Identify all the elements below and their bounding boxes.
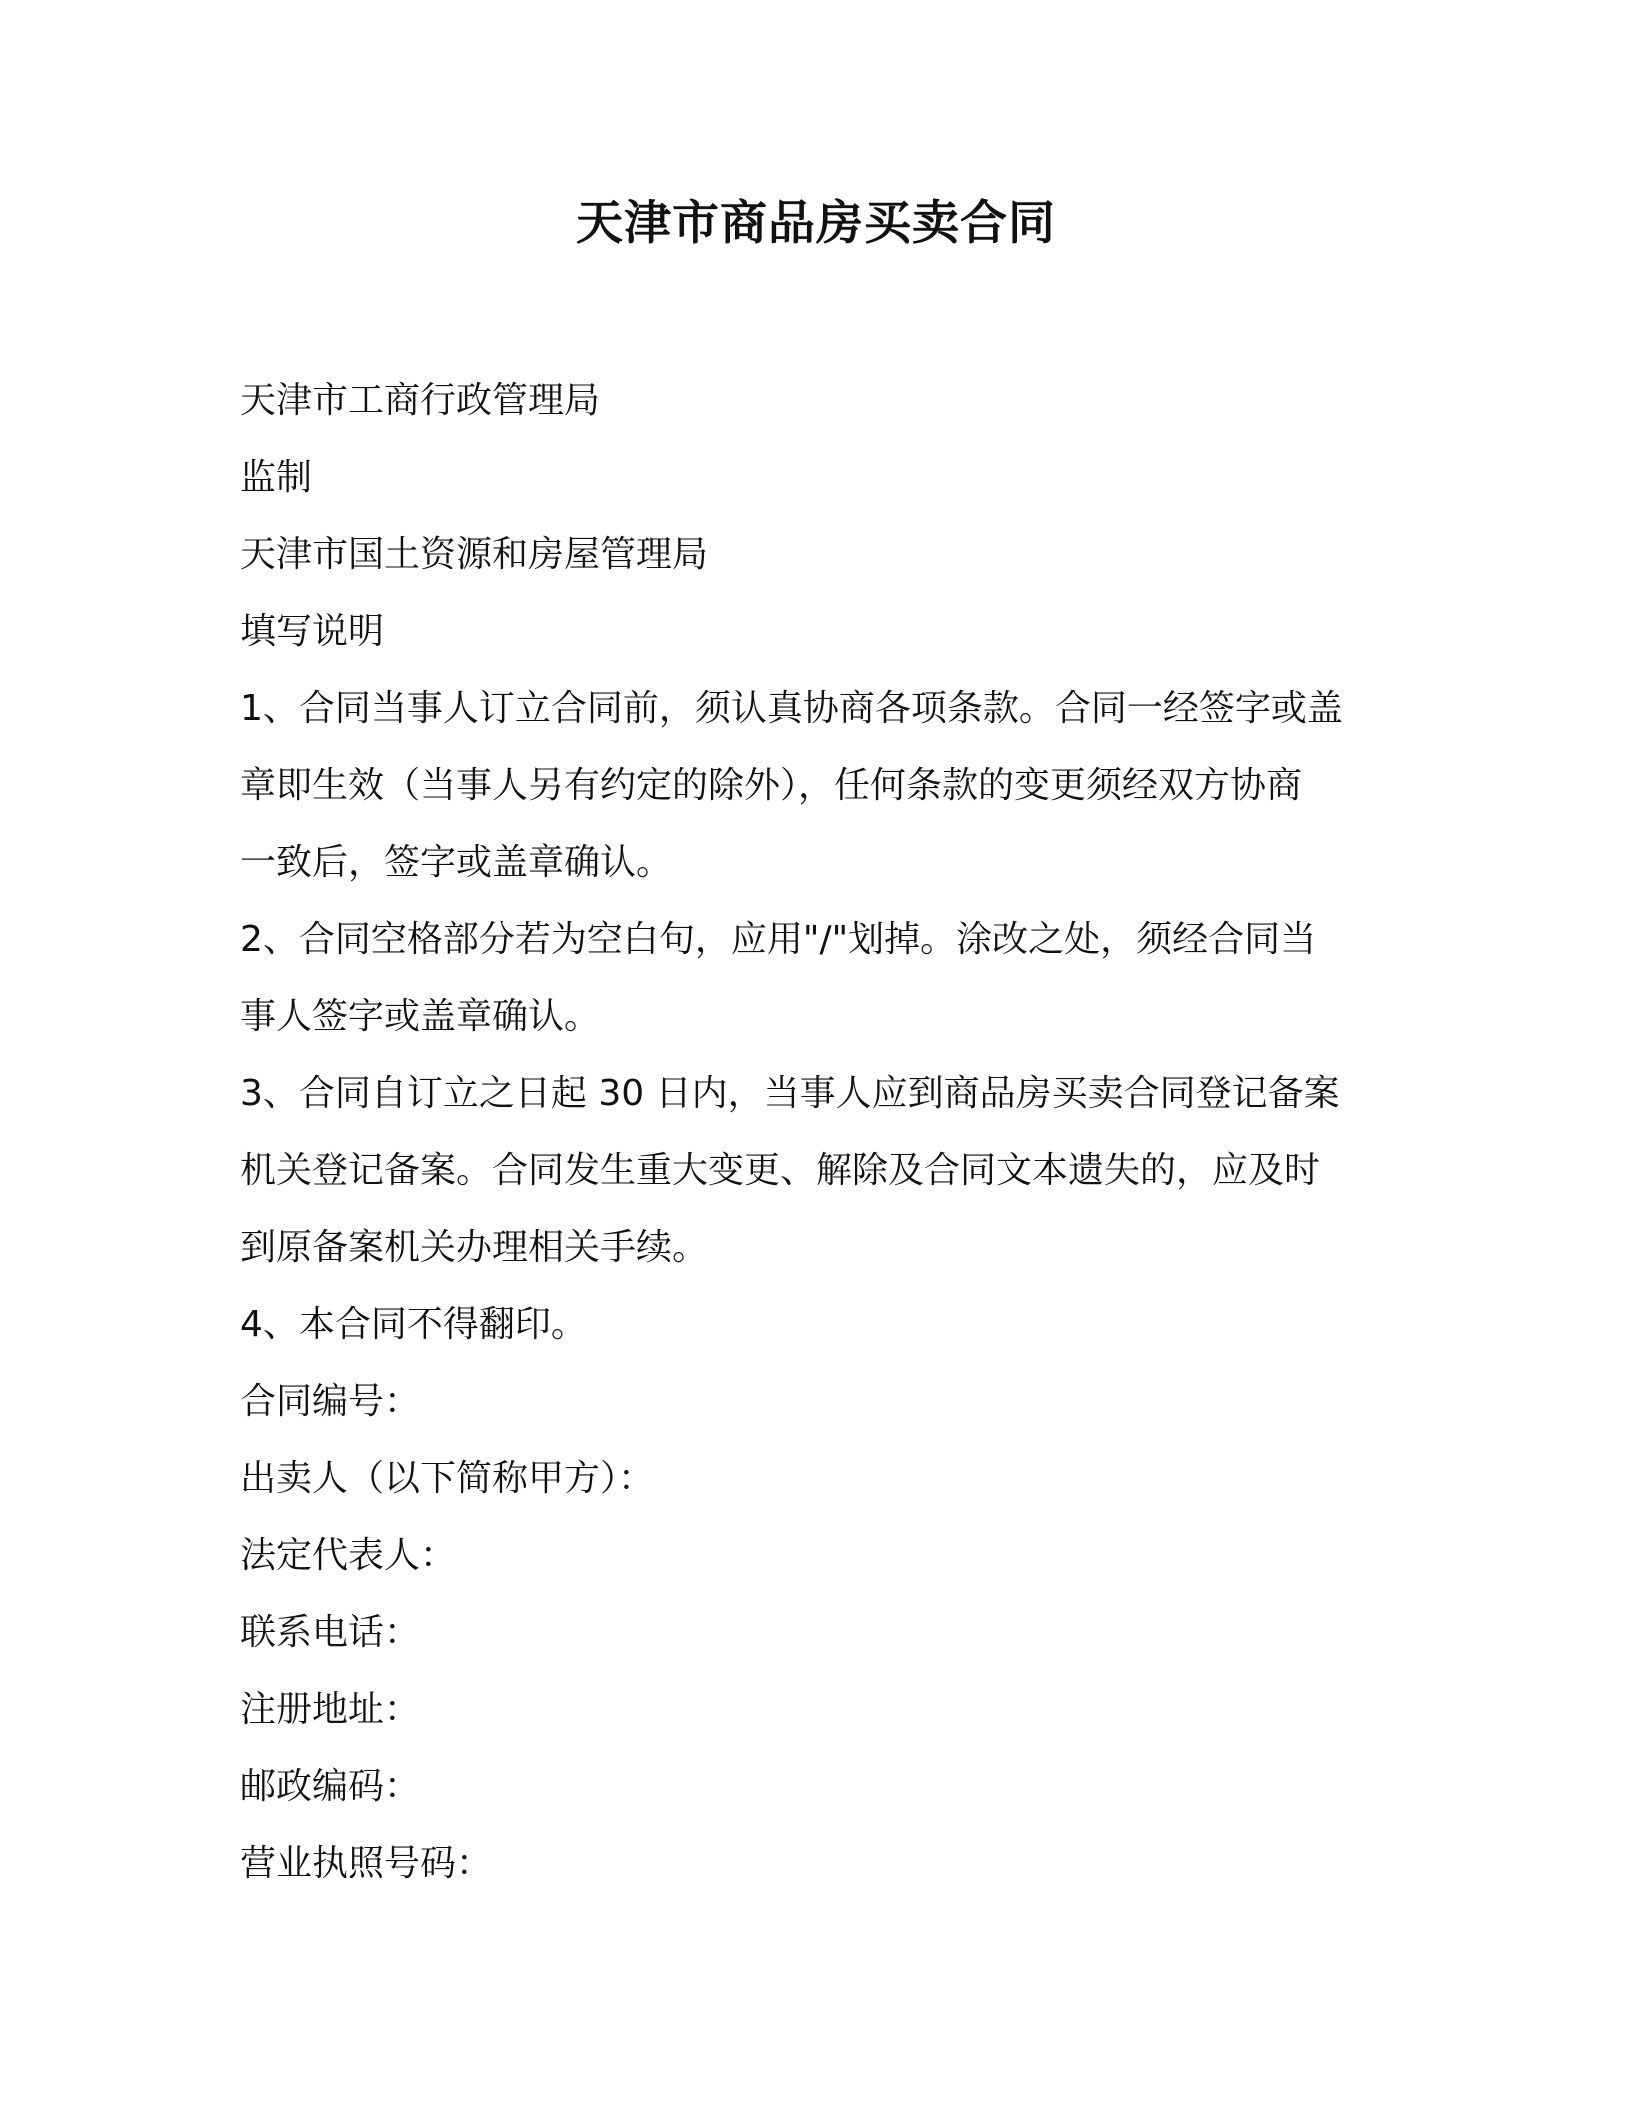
instruction-line: 1、合同当事人订立合同前，须认真协商各项条款。合同一经签字或盖 <box>240 688 1343 729</box>
instruction-line: 事人签字或盖章确认。 <box>240 996 601 1037</box>
supervision-label: 监制 <box>240 457 313 498</box>
document-title: 天津市商品房买卖合同 <box>576 196 1056 251</box>
registered-address-label: 注册地址： <box>240 1689 421 1730</box>
instruction-line: 到原备案机关办理相关手续。 <box>240 1227 709 1268</box>
business-license-label: 营业执照号码： <box>240 1843 493 1884</box>
issuer-line: 天津市工商行政管理局 <box>240 380 601 421</box>
instruction-line: 一致后，签字或盖章确认。 <box>240 842 673 883</box>
issuer-line: 天津市国土资源和房屋管理局 <box>240 534 709 575</box>
instruction-line: 机关登记备案。合同发生重大变更、解除及合同文本遗失的，应及时 <box>240 1150 1321 1191</box>
instruction-line: 3、合同自订立之日起 30 日内，当事人应到商品房买卖合同登记备案 <box>240 1073 1340 1114</box>
instruction-line: 2、合同空格部分若为空白句，应用"/"划掉。涂改之处，须经合同当 <box>240 919 1317 960</box>
document-body <box>240 362 1390 1902</box>
instruction-line: 4、本合同不得翻印。 <box>240 1304 587 1345</box>
postal-code-label: 邮政编码： <box>240 1766 421 1807</box>
instructions-heading: 填写说明 <box>240 611 385 652</box>
instruction-line: 章即生效（当事人另有约定的除外），任何条款的变更须经双方协商 <box>240 765 1303 806</box>
phone-label: 联系电话： <box>240 1612 421 1653</box>
contract-number-label: 合同编号： <box>240 1381 421 1422</box>
seller-label: 出卖人（以下简称甲方）： <box>240 1458 655 1499</box>
legal-representative-label: 法定代表人： <box>240 1535 457 1576</box>
